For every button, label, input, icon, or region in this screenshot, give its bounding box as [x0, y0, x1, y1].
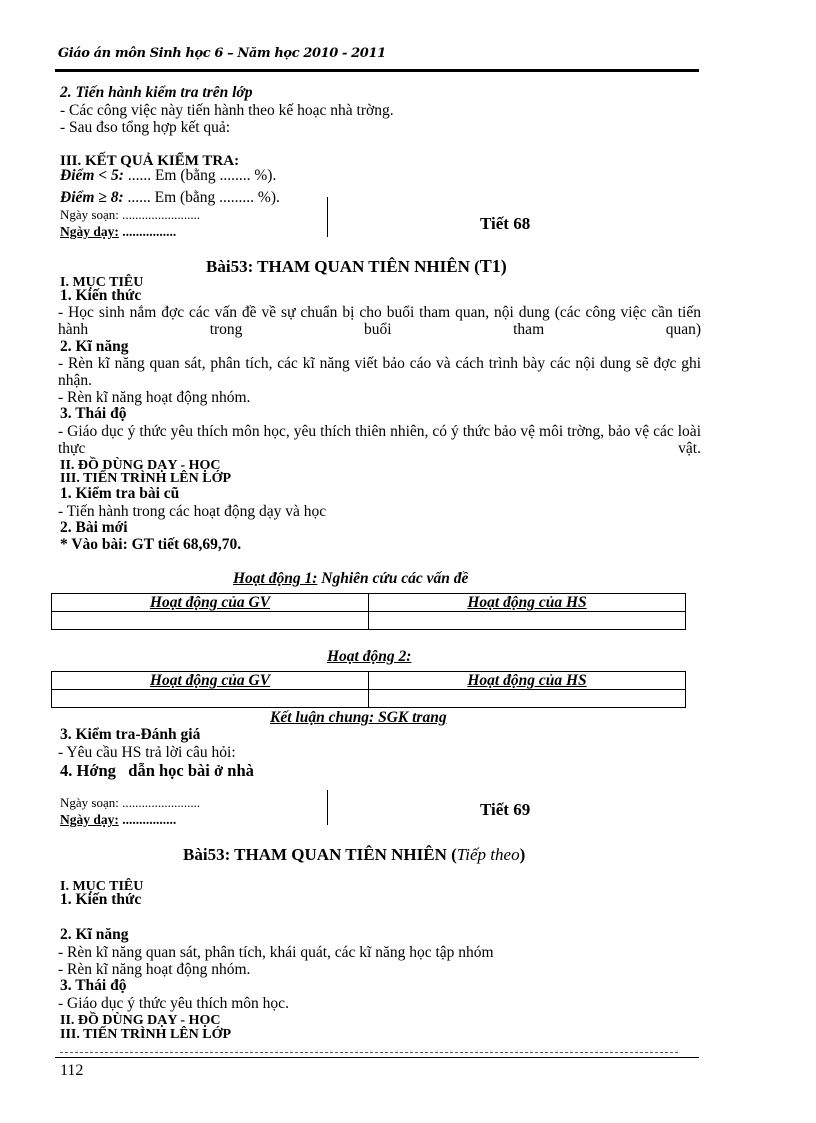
- lesson-number-68: Tiết 68: [480, 214, 531, 233]
- table-cell: [52, 612, 369, 630]
- lesson-title-2-part: Tiếp theo: [456, 845, 520, 864]
- date-taught-2-label: Ngày dạy:: [60, 812, 119, 827]
- attitude-heading: 3. Thái độ: [60, 405, 127, 422]
- score-low-value: ...... Em (bằng ........ %).: [127, 167, 277, 184]
- exam-heading: 2. Tiến hành kiểm tra trên lớp: [60, 84, 253, 101]
- knowledge-text: - Học sinh nắm đợc các vấn đề về sự chuẩn bị cho buổi tham quan, nội dung (các công việc cần tiến hành trong buổi tham quan): [58, 304, 701, 338]
- knowledge-heading-2: 1. Kiến thức: [60, 891, 142, 908]
- lesson-title-2-bai: Bài: [183, 845, 208, 864]
- date-prepared: Ngày soạn: ........................: [60, 207, 201, 222]
- table-cell: [369, 612, 686, 630]
- homework-heading: 4. Hớng dẫn học bài ở nhà: [60, 761, 254, 780]
- lesson-title-2-close: ): [519, 845, 526, 864]
- score-high: [60, 189, 280, 206]
- date-taught-label: Ngày dạy:: [60, 224, 119, 239]
- table-cell: [369, 690, 686, 708]
- date-taught-2-dots: ................: [118, 812, 177, 827]
- score-high-label: Điểm ≥ 8:: [60, 189, 124, 206]
- table-row: [52, 690, 686, 708]
- procedure-heading: III. TIẾN TRÌNH LÊN LỚP: [60, 471, 232, 486]
- lesson-title-1-main: 53: THAM QUAN TIÊN NHIÊN (: [230, 257, 480, 276]
- new-lesson-heading: 2. Bài mới: [60, 519, 128, 536]
- lesson-title-1: [206, 256, 507, 277]
- activity-2-title: Hoạt động 2:: [327, 648, 412, 665]
- activity-1-table: [51, 593, 686, 630]
- attitude-text: - Giáo dục ý thức yêu thích môn học, yêu thích thiên nhiên, có ý thức bảo vệ môi trờng, bảo vệ các loài thực vật.: [58, 423, 701, 457]
- review-heading: 1. Kiểm tra bài cũ: [60, 485, 180, 502]
- date-taught-dots: ................: [118, 224, 177, 239]
- header-rule: [55, 69, 699, 72]
- intro-text: * Vào bài: GT tiết 68,69,70.: [60, 536, 242, 553]
- exam-line-2: - Sau đso tổng hợp kết quả:: [60, 119, 231, 136]
- col-teacher: Hoạt động của GV: [52, 672, 369, 690]
- assessment-text: - Yêu cầu HS trả lời câu hỏi:: [58, 744, 236, 761]
- skills-text-2: - Rèn kĩ năng hoạt động nhóm.: [58, 389, 251, 406]
- attitude-text-2: - Giáo dục ý thức yêu thích môn học.: [58, 995, 289, 1012]
- materials-heading-2: II. ĐỒ DÙNG DẠY - HỌC: [60, 1013, 221, 1028]
- page-header: Giáo án môn Sinh học 6 – Năm học 2010 - 2011: [58, 46, 386, 61]
- table-row: [52, 612, 686, 630]
- table-row: [52, 594, 686, 612]
- score-high-value: ...... Em (bằng ......... %).: [127, 189, 280, 206]
- table-cell: [52, 690, 369, 708]
- procedure-heading-2: III. TIẾN TRÌNH LÊN LỚP: [60, 1027, 232, 1042]
- activity-2-table: [51, 671, 686, 708]
- assessment-heading: 3. Kiểm tra-Đánh giá: [60, 726, 201, 743]
- skills-heading-2: 2. Kĩ năng: [60, 926, 129, 943]
- skills-text-2-2: - Rèn kĩ năng hoạt động nhóm.: [58, 961, 251, 978]
- lesson-title-2: [183, 845, 525, 865]
- activity-1-text: Nghiên cứu các vấn đề: [317, 570, 469, 587]
- date-divider: [327, 197, 328, 237]
- lesson-title-2-main: 53: THAM QUAN TIÊN NHIÊN (: [207, 845, 457, 864]
- review-text: - Tiến hành trong các hoạt động dạy và học: [58, 503, 327, 520]
- activity-1-title: [233, 570, 468, 587]
- objectives-heading-2: I. MỤC TIÊU: [60, 879, 144, 894]
- skills-heading: 2. Kĩ năng: [60, 338, 129, 355]
- col-student: Hoạt động của HS: [369, 594, 686, 612]
- skills-text-1: - Rèn kĩ năng quan sát, phân tích, các kĩ năng viết bảo cáo và cách trình bày các nội dung sẽ đợc ghi nhận.: [58, 355, 701, 389]
- skills-text-2-1: - Rèn kĩ năng quan sát, phân tích, khái quát, các kĩ năng học tập nhóm: [58, 944, 494, 961]
- activity-1-label: Hoạt động 1:: [233, 570, 318, 587]
- footer-dashed-rule: [60, 1052, 678, 1053]
- table-row: [52, 672, 686, 690]
- attitude-heading-2: 3. Thái độ: [60, 977, 127, 994]
- date-taught: [60, 224, 176, 240]
- lesson-number-69: Tiết 69: [480, 800, 531, 819]
- date-divider-2: [327, 790, 328, 825]
- lesson-title-1-part: T1): [479, 256, 507, 276]
- materials-heading: II. ĐỒ DÙNG DẠY - HỌC: [60, 458, 221, 473]
- objectives-heading: I. MỤC TIÊU: [60, 275, 144, 290]
- col-teacher: Hoạt động của GV: [52, 594, 369, 612]
- knowledge-heading: 1. Kiến thức: [60, 287, 142, 304]
- conclusion: Kết luận chung: SGK trang: [270, 709, 447, 726]
- lesson-title-1-bai: Bài: [206, 257, 231, 276]
- result-heading: III. KẾT QUẢ KIỂM TRA:: [60, 153, 240, 169]
- score-low-label: Điểm < 5:: [60, 167, 124, 184]
- date-prepared-2: Ngày soạn: ........................: [60, 795, 201, 810]
- score-low: [60, 167, 276, 184]
- page-number: 112: [60, 1062, 84, 1079]
- date-taught-2: [60, 812, 176, 828]
- footer-rule: [55, 1057, 699, 1058]
- col-student: Hoạt động của HS: [369, 672, 686, 690]
- exam-line-1: - Các công việc này tiến hành theo kế hoạc nhà trờng.: [60, 102, 394, 119]
